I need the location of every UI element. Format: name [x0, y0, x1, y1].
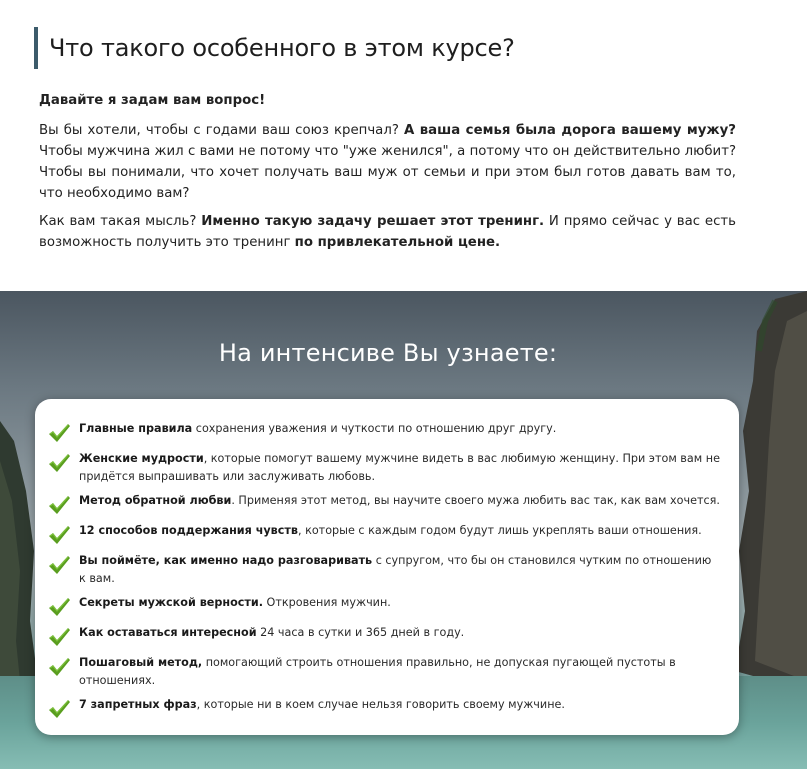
p2-run: по привлекательной цене. [294, 235, 501, 250]
benefit-text [79, 450, 721, 485]
checkmark-icon [47, 596, 71, 618]
section-title: Что такого особенного в этом курсе? [34, 27, 515, 69]
p2-run: Как вам такая мысль? [39, 214, 202, 229]
checkmark-icon [47, 452, 71, 474]
intro-question: Давайте я задам вам вопрос! [39, 93, 266, 108]
p2-run: Именно такую задачу решает этот тренинг. [201, 214, 545, 229]
benefit-rest: , которые с каждым годом будут лишь укреплять ваши отношения. [297, 524, 702, 537]
checkmark-icon [47, 554, 71, 576]
benefit-text [79, 624, 721, 642]
p1-run: А ваша семья была дорога вашему мужу? [403, 123, 736, 138]
benefit-bold: Главные правила [79, 422, 193, 435]
checkmark-icon [47, 524, 71, 546]
benefit-bold: 7 запретных фраз [79, 698, 197, 711]
benefit-rest: , которые помогут вашему мужчине видеть в вас любимую женщину. При этом вам не придётся выпрашивать или заслуживать любовь. [79, 452, 720, 483]
benefit-bold: Метод обратной любви [79, 494, 232, 507]
benefit-text [79, 696, 721, 714]
checkmark-icon [47, 698, 71, 720]
benefit-text [79, 522, 721, 540]
checkmark-icon [47, 626, 71, 648]
benefits-card [35, 399, 739, 735]
benefit-bold: Вы поймёте, как именно надо разговаривать [79, 554, 373, 567]
benefit-rest: помогающий строить отношения правильно, не допуская пугающей пустоты в отношениях. [79, 656, 676, 687]
benefit-text [79, 492, 721, 510]
benefits-title: На интенсиве Вы узнаете: [218, 339, 558, 367]
p1-run: Чтобы мужчина жил с вами не потому что "уже женился", а потому что он действительно любит? Чтобы вы понимали, что хочет получать ваш муж от семьи и при этом был готов давать вам то, что необходимо вам? [39, 144, 736, 201]
benefit-rest: , которые ни в коем случае нельзя говорить своему мужчине. [196, 698, 565, 711]
p2-run: И прямо сейчас у вас есть возможность получить это тренинг [39, 214, 736, 250]
benefit-text [79, 654, 721, 689]
benefit-bold: Женские мудрости [79, 452, 204, 465]
checkmark-icon [47, 494, 71, 516]
benefit-text [79, 552, 721, 587]
benefit-rest: с супругом, что бы он становился чутким по отношению к вам. [79, 554, 712, 585]
benefit-bold: 12 способов поддержания чувств [79, 524, 298, 537]
benefit-bold: Как оставаться интересной [79, 626, 257, 639]
benefit-bold: Секреты мужской верности. [79, 596, 263, 609]
intro-paragraph-1 [39, 120, 736, 204]
intro-paragraph-2 [39, 211, 736, 253]
benefit-text [79, 420, 721, 438]
intro-text [39, 90, 736, 260]
intro-section [0, 0, 807, 291]
benefit-rest: . Применяя этот метод, вы научите своего мужа любить вас так, как вам хочется. [231, 494, 720, 507]
benefit-rest: Откровения мужчин. [263, 596, 391, 609]
benefit-bold: Пошаговый метод, [79, 656, 203, 669]
checkmark-icon [47, 422, 71, 444]
p1-run: Вы бы хотели, чтобы с годами ваш союз крепчал? [39, 123, 404, 138]
benefit-rest: сохранения уважения и чуткости по отношению друг другу. [192, 422, 557, 435]
benefit-rest: 24 часа в сутки и 365 дней в году. [256, 626, 465, 639]
benefit-text [79, 594, 721, 612]
benefits-section [0, 291, 807, 769]
checkmark-icon [47, 656, 71, 678]
